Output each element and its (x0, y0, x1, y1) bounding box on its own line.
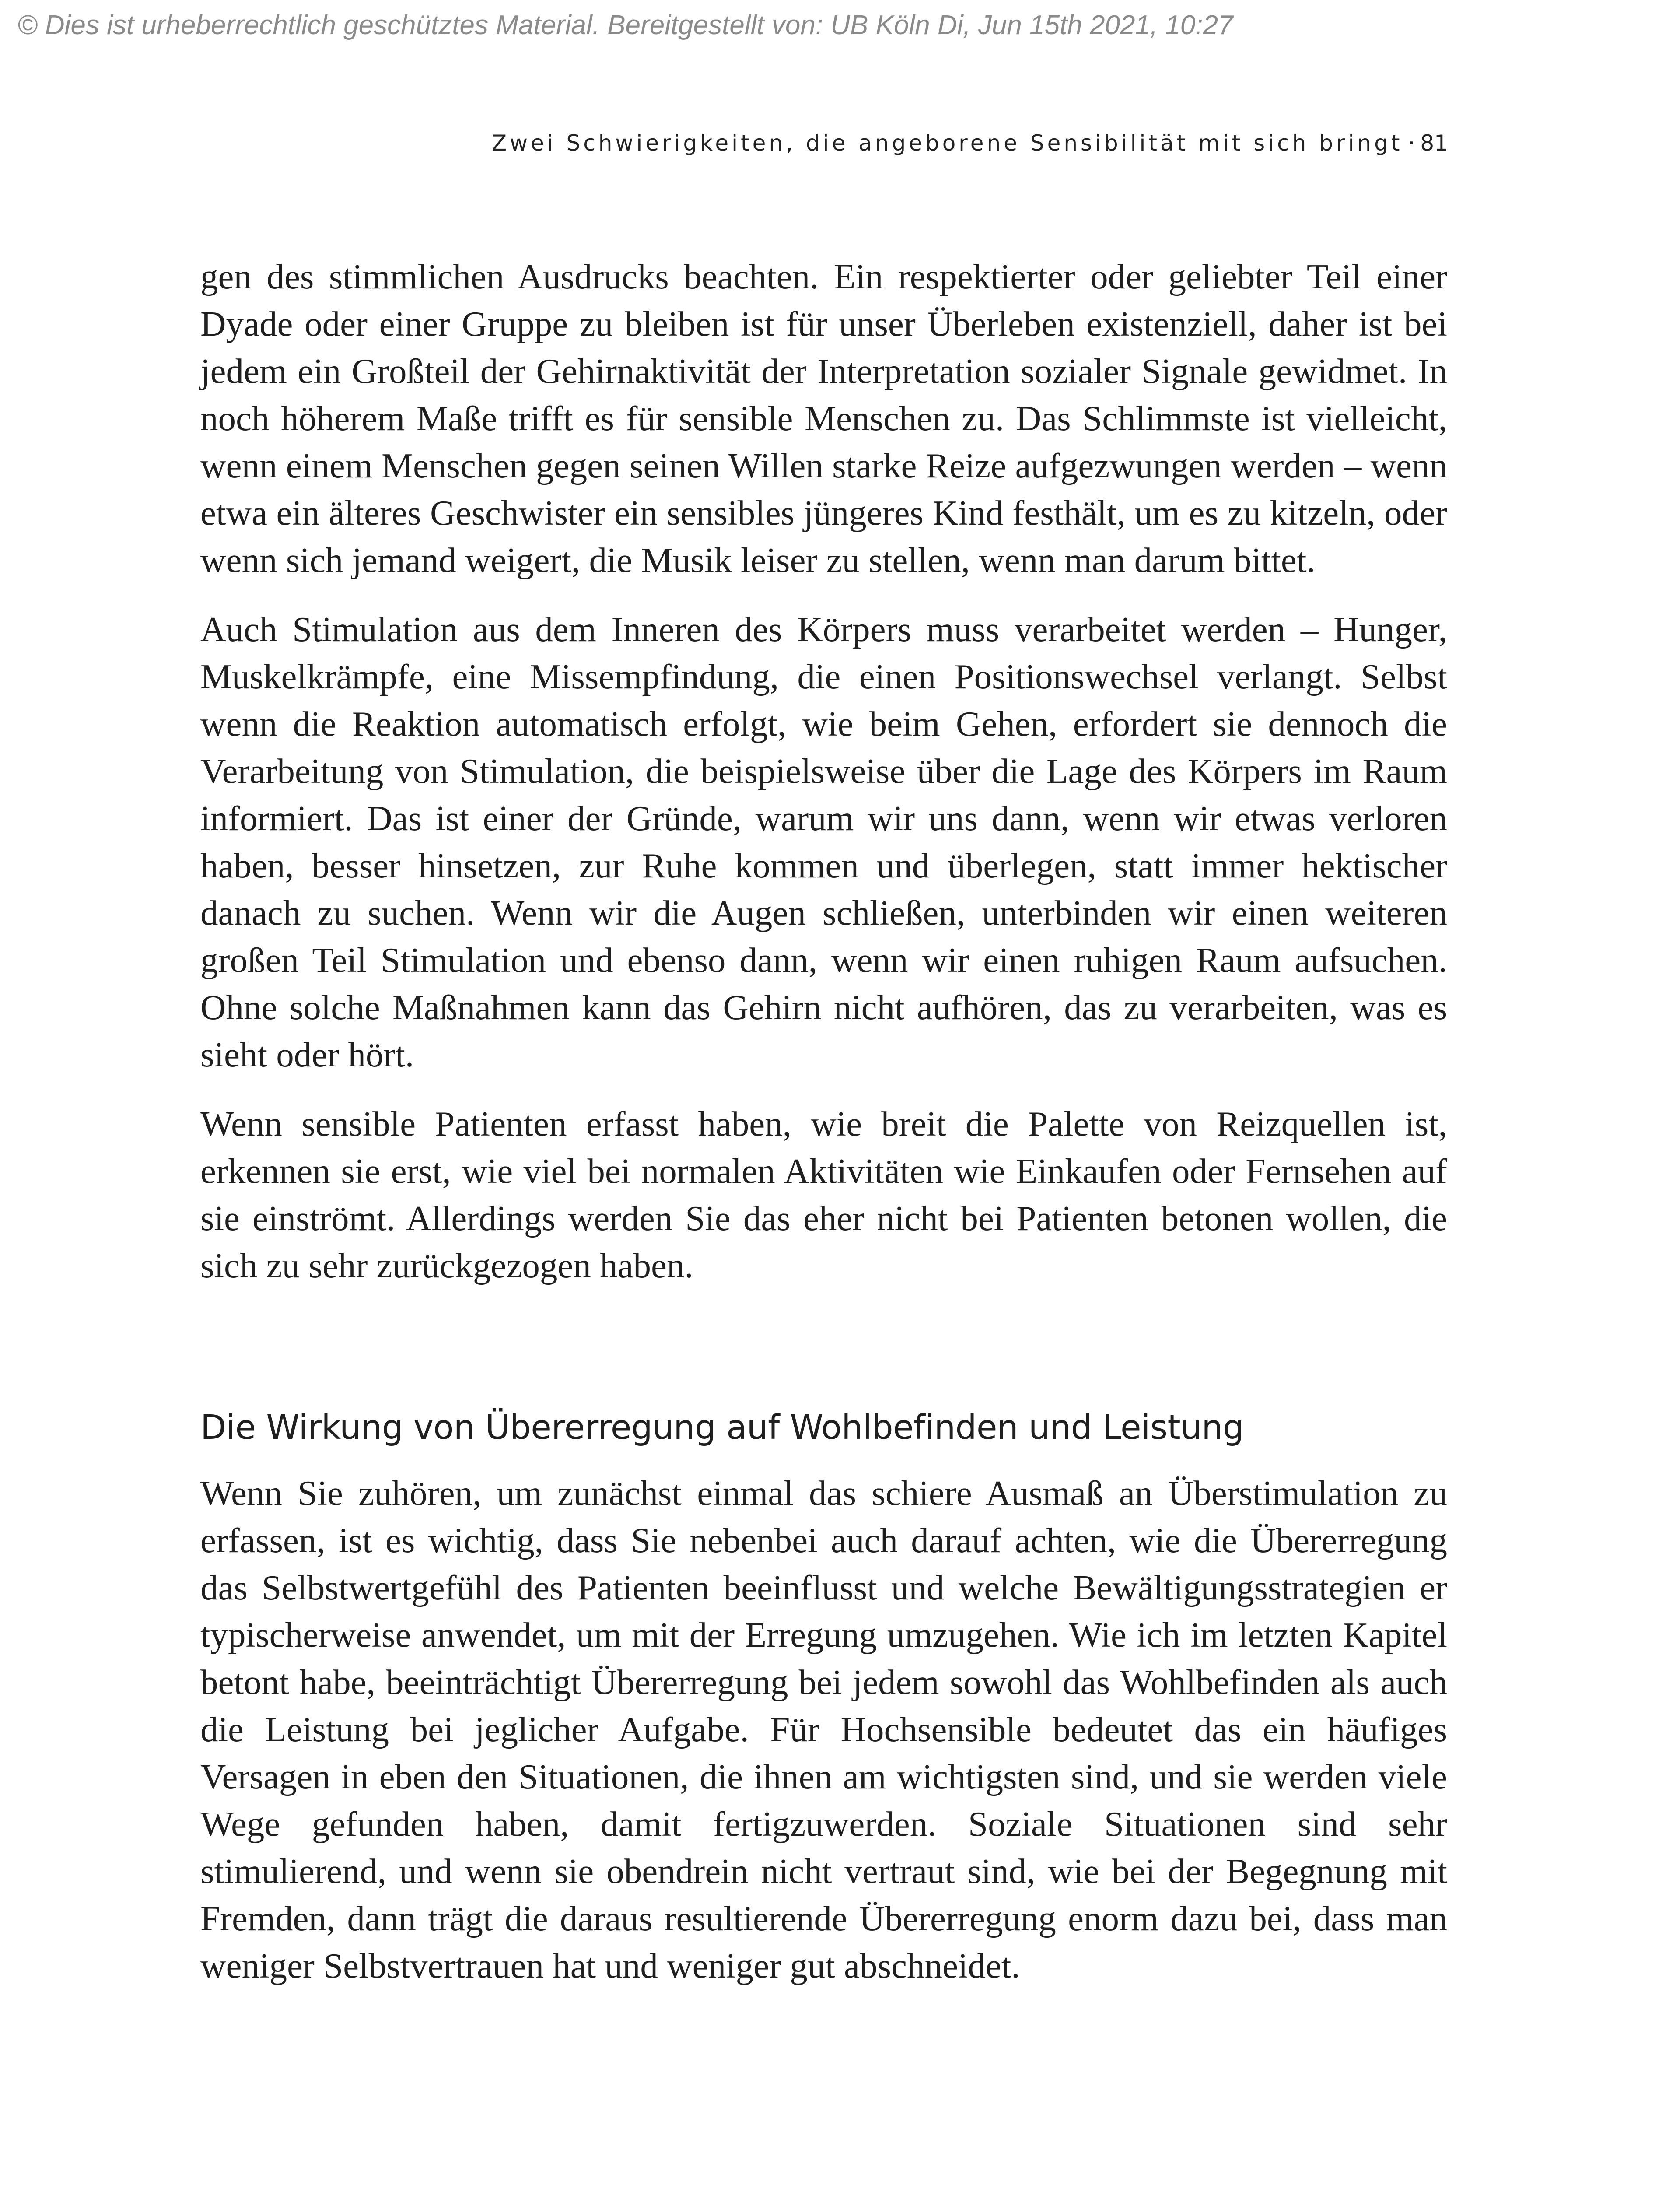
section-paragraph: Wenn Sie zuhören, um zunächst einmal das schiere Ausmaß an Überstimulation zu erfassen, ist es wichtig, dass Sie nebenbei auch darauf achten, wie die Übererregung das Selbstwertgefühl des Patienten beeinflusst und welche Bewältigungsstrategien er typischerweise anwendet, um mit der Erregung umzugehen. Wie ich im letzten Kapitel betont habe, beeinträchtigt Übererregung bei jedem sowohl das Wohlbefinden als auch die Leistung bei jeglicher Aufgabe. Für Hochsensible bedeutet das ein häufiges Versagen in eben den Situationen, die ihnen am wichtigsten sind, und sie werden viele Wege gefunden haben, damit fertigzuwerden. Soziale Situationen sind sehr stimulierend, und wenn sie obendrein nicht vertraut sind, wie bei der Begegnung mit Fremden, dann trägt die daraus resultierende Übererregung enorm dazu bei, dass man weniger Selbstvertrauen hat und weniger gut abschneidet. (200, 1473, 1447, 1985)
section-heading: Die Wirkung von Übererregung auf Wohlbefinden und Leistung (200, 1408, 1244, 1447)
running-head-title: Zwei Schwierigkeiten, die angeborene Sensibilität mit sich bringt (491, 130, 1403, 156)
running-head-separator: · (1408, 130, 1415, 156)
running-head (492, 130, 1448, 156)
page-number: 81 (1420, 130, 1448, 156)
body-paragraph-1: gen des stimmlichen Ausdrucks beachten. Ein respektierter oder geliebter Teil einer Dyade oder einer Gruppe zu bleiben ist für unser Überleben existenziell, daher ist bei jedem ein Großteil der Gehirnaktivität der Interpretation sozialer Signale gewidmet. In noch höherem Maße trifft es für sensible Menschen zu. Das Schlimmste ist vielleicht, wenn einem Menschen gegen seinen Willen starke Reize aufgezwungen werden – wenn etwa ein älteres Geschwister ein sensibles jüngeres Kind festhält, um es zu kitzeln, oder wenn sich jemand weigert, die Musik leiser zu stellen, wenn man darum bittet. (200, 257, 1447, 580)
page-body (200, 253, 1447, 1989)
body-paragraph-3: Wenn sensible Patienten erfasst haben, wie breit die Palette von Reizquellen ist, erkennen sie erst, wie viel bei normalen Aktivitäten wie Einkaufen oder Fernsehen auf sie einströmt. Allerdings werden Sie das eher nicht bei Patienten betonen wollen, die sich zu sehr zurückgezogen haben. (200, 1104, 1447, 1285)
copyright-watermark: © Dies ist urheberrechtlich geschütztes Material. Bereitgestellt von: UB Köln Di, Jun 15th 2021, 10:27 (18, 10, 1233, 40)
body-paragraph-2: Auch Stimulation aus dem Inneren des Körpers muss verarbeitet werden – Hunger, Muskelkrämpfe, eine Missempfindung, die einen Positionswechsel verlangt. Selbst wenn die Reaktion automatisch erfolgt, wie beim Gehen, erfordert sie dennoch die Verarbeitung von Stimulation, die beispielsweise über die Lage des Körpers im Raum informiert. Das ist einer der Gründe, warum wir uns dann, wenn wir etwas verloren haben, besser hinsetzen, zur Ruhe kommen und überlegen, statt immer hektischer danach zu suchen. Wenn wir die Augen schließen, unterbinden wir einen weiteren großen Teil Stimulation und ebenso dann, wenn wir einen ruhigen Raum aufsuchen. Ohne solche Maßnahmen kann das Gehirn nicht aufhören, das zu verarbeiten, was es sieht oder hört. (200, 610, 1447, 1074)
